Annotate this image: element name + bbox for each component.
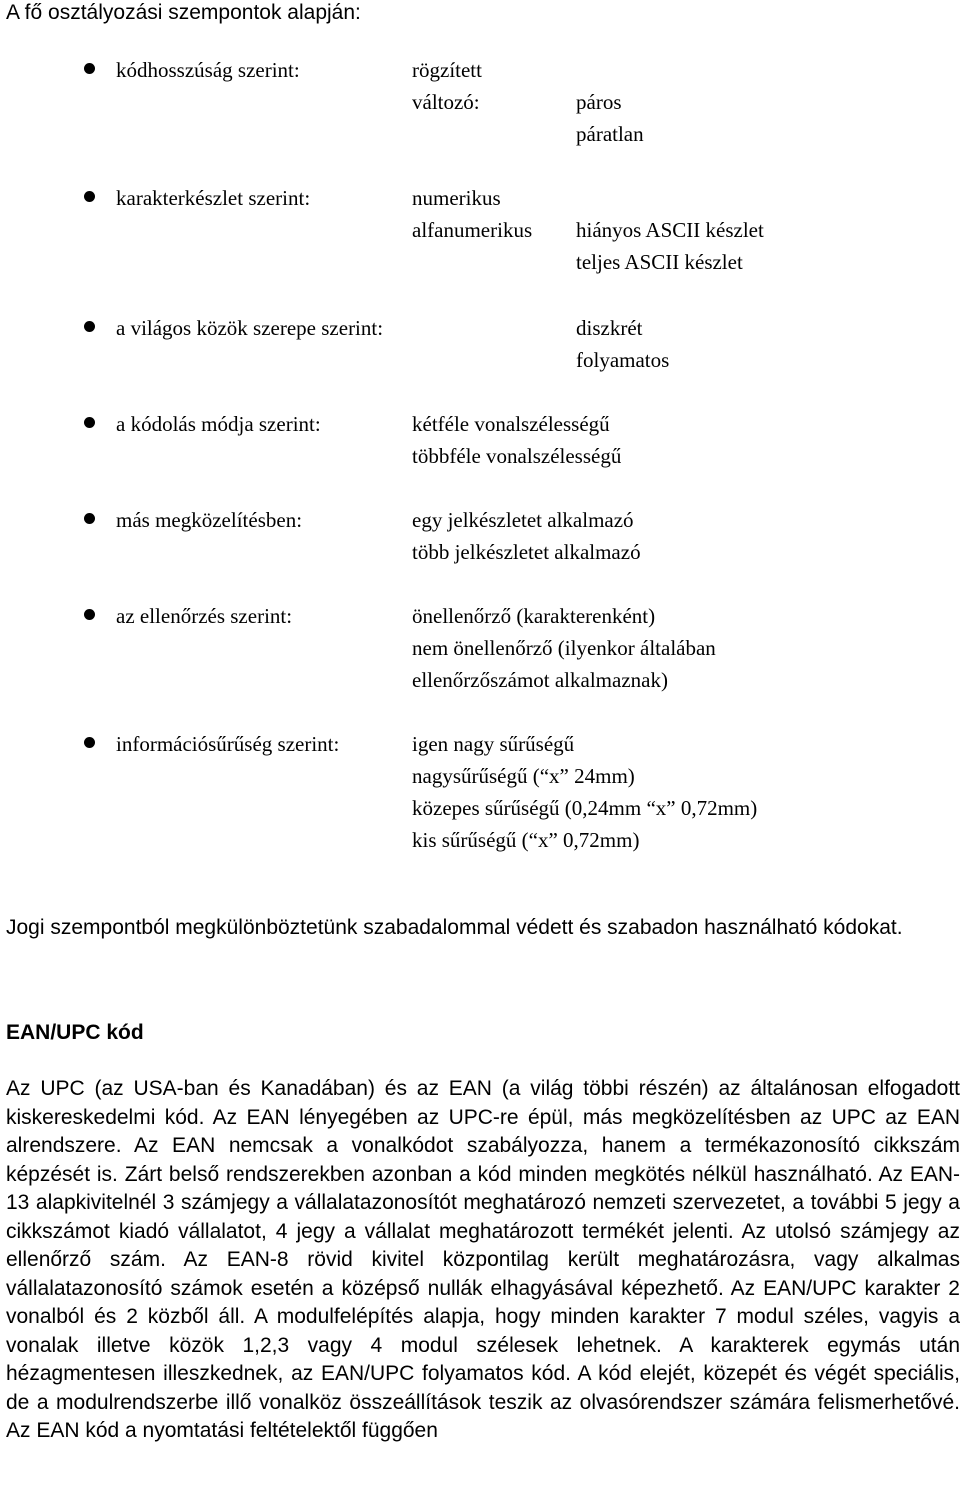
bullet-icon: [84, 63, 95, 74]
classification-group: [84, 600, 904, 696]
criterion-label: az ellenőrzés szerint:: [116, 604, 293, 628]
classification-row: [84, 86, 904, 118]
criterion-label: a világos közök szerepe szerint:: [116, 316, 384, 340]
bullet-icon: [84, 609, 95, 620]
value-primary: változó:: [412, 90, 480, 114]
value-secondary: páratlan: [576, 122, 644, 146]
classification-group: [84, 504, 904, 568]
value-secondary: hiányos ASCII készlet: [576, 218, 764, 242]
classification-group: [84, 728, 904, 856]
value-secondary: folyamatos: [576, 348, 670, 372]
classification-group: [84, 312, 904, 376]
criterion-label: a kódolás módja szerint:: [116, 412, 321, 436]
classification-row: [84, 824, 904, 856]
classification-row: [84, 632, 904, 664]
value-primary: nem önellenőrző (ilyenkor általában: [412, 636, 716, 660]
classification-group: [84, 408, 904, 472]
value-secondary: páros: [576, 90, 622, 114]
bullet-icon: [84, 513, 95, 524]
value-secondary: diszkrét: [576, 316, 643, 340]
value-primary: kétféle vonalszélességű: [412, 412, 610, 436]
value-primary: alfanumerikus: [412, 218, 533, 242]
value-primary: egy jelkészletet alkalmazó: [412, 508, 634, 532]
value-primary: ellenőrzőszámot alkalmaznak): [412, 668, 668, 692]
ean-paragraph: Az UPC (az USA-ban és Kanadában) és az EAN (a világ többi részén) az általánosan elfogadott kiskereskedelmi kód. Az EAN lényegében az UPC-re épül, más megközelítésben az UPC az EAN alrendszere. Az EAN nemcsak a vonalkódot szabályozza, hanem a termékazonosító cikkszám képzését is. Zárt belső rendszerekben azonban a kód minden megkötés nélkül használható. Az EAN-13 alapkivitelnél 3 számjegy a vállalatazonosítót meghatározó nemzeti szervezetet, a további 5 jegy a cikkszámot kiadó vállalatot, 4 jegy a vállalat meghatározott termékét jelenti. Az utolsó számjegy az ellenőrző szám. Az EAN-8 rövid kivitel központilag került meghatározásra, vagy alkalmas vállalatazonosító számok esetén a középső nullák elhagyásával képezhető. Az EAN/UPC karakter 2 vonalból és 2 közből áll. A modulfelépítés alapja, hogy minden karakter 7 modul széles, vagyis a vonalak illetve közök 1,2,3 vagy 4 modul szélesek lehetnek. A karakterek egymás után hézagmentesen illeszkednek, az EAN/UPC folyamatos kód. A kód elejét, közepét és végét speciális, de a modulrendszerbe illő vonalköz összeállítások teszik az olvasórendszer számára felismerhetővé. Az EAN kód a nyomtatási feltételektől függően: [6, 1077, 960, 1442]
classification-row: [84, 600, 904, 632]
classification-row: [84, 504, 904, 536]
value-primary: igen nagy sűrűségű: [412, 732, 575, 756]
intro-heading: A fő osztályozási szempontok alapján:: [6, 1, 361, 24]
value-primary: többféle vonalszélességű: [412, 444, 622, 468]
classification-row: [84, 440, 904, 472]
criterion-label: más megközelítésben:: [116, 508, 303, 532]
criterion-label: kódhosszúság szerint:: [116, 58, 300, 82]
classification-row: [84, 792, 904, 824]
classification-group: [84, 182, 904, 278]
classification-row: [84, 664, 904, 696]
value-primary: rögzített: [412, 58, 482, 82]
classification-row: [84, 536, 904, 568]
value-primary: nagysűrűségű (“x” 24mm): [412, 764, 635, 788]
classification-row: [84, 728, 904, 760]
classification-row: [84, 118, 904, 150]
bullet-icon: [84, 321, 95, 332]
classification-list: [84, 54, 904, 856]
criterion-label: információsűrűség szerint:: [116, 732, 340, 756]
legal-paragraph: Jogi szempontból megkülönböztetünk szabadalommal védett és szabadon használható kódokat.: [6, 916, 903, 939]
classification-row: [84, 344, 904, 376]
value-primary: közepes sűrűségű (0,24mm “x” 0,72mm): [412, 796, 758, 820]
value-primary: numerikus: [412, 186, 501, 210]
classification-row: [84, 54, 904, 86]
value-primary: önellenőrző (karakterenként): [412, 604, 656, 628]
criterion-label: karakterkészlet szerint:: [116, 186, 311, 210]
section-title: EAN/UPC kód: [6, 1021, 144, 1044]
classification-row: [84, 214, 904, 246]
classification-row: [84, 408, 904, 440]
classification-row: [84, 312, 904, 344]
value-secondary: teljes ASCII készlet: [576, 250, 743, 274]
bullet-icon: [84, 417, 95, 428]
classification-group: [84, 54, 904, 150]
bullet-icon: [84, 737, 95, 748]
value-primary: kis sűrűségű (“x” 0,72mm): [412, 828, 640, 852]
classification-row: [84, 246, 904, 278]
bullet-icon: [84, 191, 95, 202]
classification-row: [84, 182, 904, 214]
classification-row: [84, 760, 904, 792]
value-primary: több jelkészletet alkalmazó: [412, 540, 641, 564]
